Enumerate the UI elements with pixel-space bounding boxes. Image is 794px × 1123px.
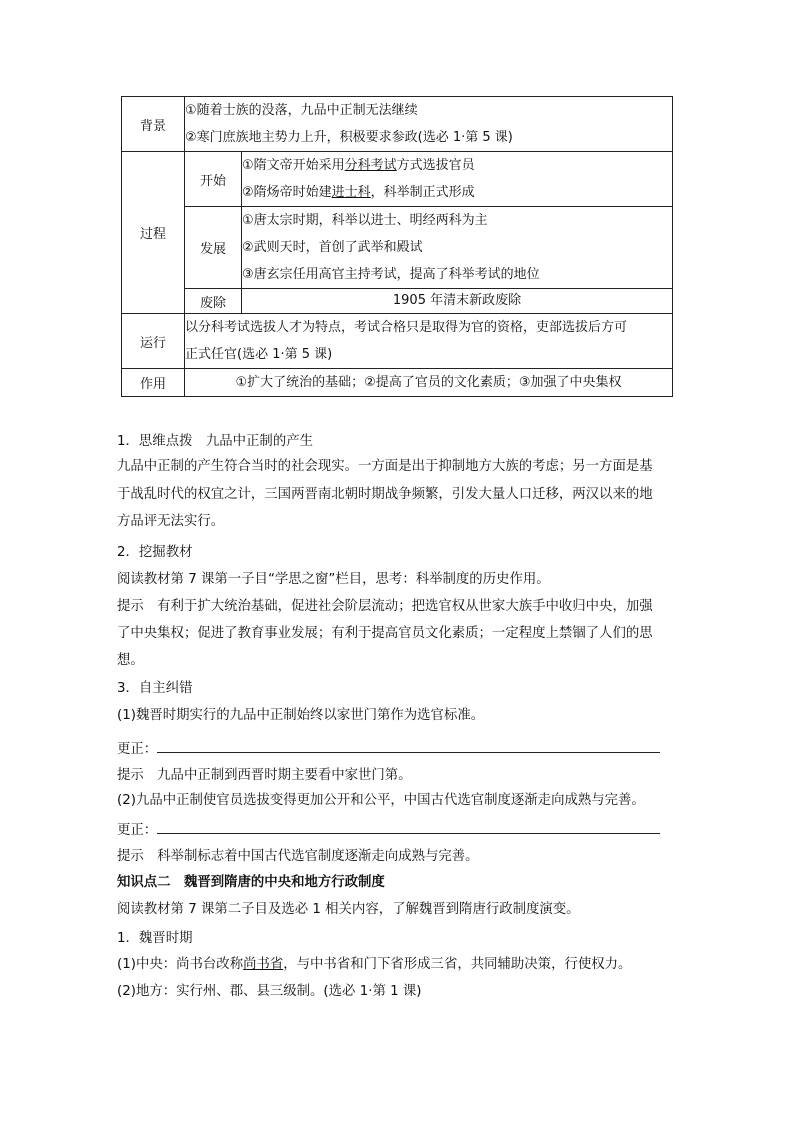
section-3-question-2: (2)九品中正制使官员选拔变得更加公开和公平，中国古代选官制度逐渐走向成熟与完善。 — [117, 793, 645, 808]
develop-line-2: ②武则天时，首创了武举和殿试 — [242, 240, 423, 255]
underlined-term: 进士科 — [331, 185, 371, 200]
background-line-2: ②寒门庶族地主势力上升，积极要求参政(选必 1·第 5 课) — [185, 130, 513, 145]
section-3-question-1: (1)魏晋时期实行的九品中正制始终以家世门第作为选官标准。 — [117, 708, 485, 723]
start-line-2: ②隋炀帝时始建进士科，科举制正式形成 — [242, 185, 475, 200]
start-content — [242, 152, 673, 207]
section-2-hint: 了中央集权；促进了教育事业发展；有利于提高官员文化素质；一定程度上禁锢了人们的思 — [117, 626, 653, 641]
weijin-title: 1．魏晋时期 — [117, 931, 193, 946]
operation-label: 运行 — [122, 314, 185, 369]
operation-line-1: 以分科考试选拔人才为特点，考试合格只是取得为官的资格，吏部选拔后方可 — [185, 320, 628, 335]
section-1-title: 1．思维点拨 九品中正制的产生 — [117, 434, 313, 449]
operation-line-2: 正式任官(选必 1·第 5 课) — [185, 347, 333, 362]
abolish-label: 废除 — [185, 289, 242, 314]
process-label: 过程 — [122, 152, 185, 314]
develop-label: 发展 — [185, 207, 242, 289]
correction-line-2 — [117, 819, 677, 841]
section-3-answer-2: 提示 科举制标志着中国古代选官制度逐渐走向成熟与完善。 — [117, 849, 479, 864]
row-effect — [122, 369, 673, 397]
operation-content — [185, 314, 673, 369]
abolish-content: 1905 年清末新政废除 — [242, 289, 673, 314]
section-2-hint: 想。 — [117, 653, 144, 668]
weijin-central: (1)中央：尚书台改称尚书省，与中书省和门下省形成三省，共同辅助决策，行使权力。 — [117, 957, 632, 972]
section-2-hint: 提示 有利于扩大统治基础，促进社会阶层流动；把选官权从世家大族手中收归中央，加强 — [117, 599, 653, 614]
start-line-1: ①隋文帝开始采用分科考试方式选拔官员 — [242, 158, 475, 173]
section-2-question: 阅读教材第 7 课第一子目“学思之窗”栏目，思考：科举制度的历史作用。 — [117, 572, 550, 587]
background-label: 背景 — [122, 97, 185, 152]
row-process-develop — [122, 207, 673, 289]
correction-blank[interactable] — [157, 738, 660, 753]
develop-line-1: ①唐太宗时期，科举以进士、明经两科为主 — [242, 213, 488, 228]
correction-label: 更正： — [117, 742, 158, 757]
row-operation — [122, 314, 673, 369]
section-3-title: 3．自主纠错 — [117, 681, 193, 696]
section-3-answer-1: 提示 九品中正制到西晋时期主要看中家世门第。 — [117, 768, 412, 783]
effect-content: ①扩大了统治的基础；②提高了官员的文化素质；③加强了中央集权 — [185, 369, 673, 397]
imperial-exam-table — [121, 96, 673, 397]
row-process-start — [122, 152, 673, 207]
section-1-paragraph: 方品评无法实行。 — [117, 514, 225, 529]
knowledge-point-2-title: 知识点二 魏晋到隋唐的中央和地方行政制度 — [117, 875, 385, 890]
develop-content — [242, 207, 673, 289]
section-2-title: 2．挖掘教材 — [117, 545, 193, 560]
weijin-local: (2)地方：实行州、郡、县三级制。(选必 1·第 1 课) — [117, 984, 422, 999]
correction-line-1 — [117, 738, 677, 760]
start-label: 开始 — [185, 152, 242, 207]
section-1-paragraph: 于战乱时代的权宜之计，三国两晋南北朝时期战争频繁，引发大量人口迁移，两汉以来的地 — [117, 487, 653, 502]
section-1-paragraph: 九品中正制的产生符合当时的社会现实。一方面是出于抑制地方大族的考虑；另一方面是基 — [117, 459, 653, 474]
row-background — [122, 97, 673, 152]
row-process-abolish — [122, 289, 673, 314]
knowledge-point-2-intro: 阅读教材第 7 课第二子目及选必 1 相关内容，了解魏晋到隋唐行政制度演变。 — [117, 902, 580, 917]
correction-label: 更正： — [117, 823, 158, 838]
effect-label: 作用 — [122, 369, 185, 397]
background-line-1: ①随着士族的没落，九品中正制无法继续 — [185, 103, 418, 118]
underlined-term: 分科考试 — [344, 158, 397, 173]
develop-line-3: ③唐玄宗任用高官主持考试，提高了科举考试的地位 — [242, 267, 540, 282]
correction-blank[interactable] — [157, 819, 660, 834]
underlined-term: 尚书省 — [243, 957, 284, 972]
background-content — [185, 97, 673, 152]
